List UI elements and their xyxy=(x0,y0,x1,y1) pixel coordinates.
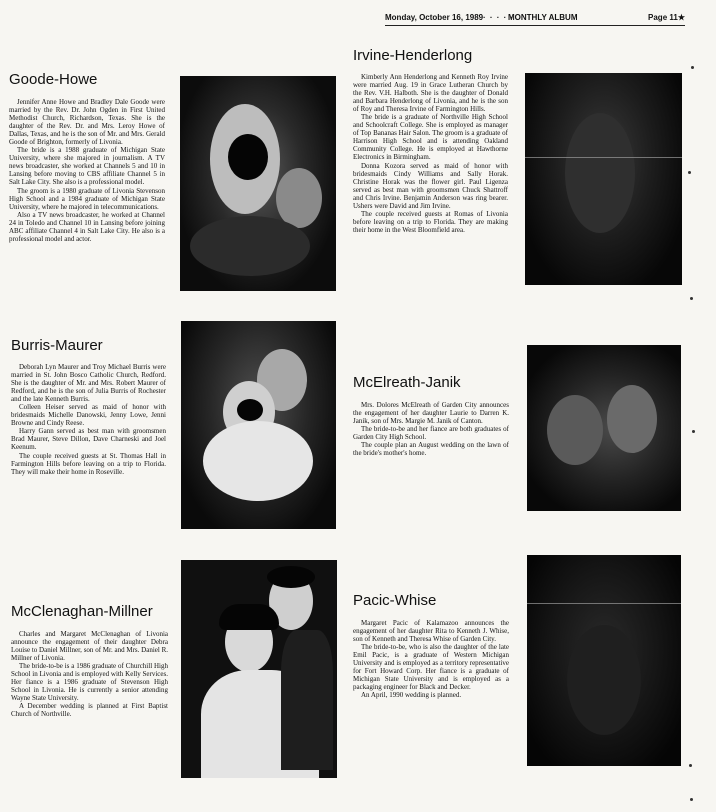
story-body-mcelreath-janik xyxy=(353,401,509,457)
story-body-goode-howe xyxy=(9,98,165,243)
story-paragraph: The couple plan an August wedding on the lawn of the bride's mother's home. xyxy=(353,441,509,458)
story-body-burris-maurer xyxy=(11,363,166,476)
story-paragraph: The bride-to-be is a 1986 graduate of Churchill High School in Livonia and is employed with Kelly Services. Her fiance is a 1986 graduate of Stevenson High School in Livonia. He is currently a senior attending Wayne State University. xyxy=(11,662,168,703)
story-title-irvine-henderlong: Irvine-Henderlong xyxy=(353,47,473,64)
story-title-burris-maurer: Burris-Maurer xyxy=(11,337,103,354)
header-publication: MONTHLY ALBUM xyxy=(508,13,578,22)
story-paragraph: A December wedding is planned at First Baptist Church of Northville. xyxy=(11,702,168,719)
scan-speck xyxy=(690,297,693,300)
story-body-pacic-whise xyxy=(353,619,509,699)
story-paragraph: The couple received guests at St. Thomas Hall in Farmington Hills before leaving on a trip to Florida. They will make their home in Roseville. xyxy=(11,451,166,476)
story-paragraph: Donna Kozora served as maid of honor with bridesmaids Cindy Williams and Sally Horak. Christine Horak was the flower girl. Paul Ligenza served as best man with groomsmen Chuck Shattroff and Chris Irvine. Benjamin Anderson was ring bearer. Ushers were David and Jim Irvine. xyxy=(353,161,508,210)
photo-irvine-henderlong xyxy=(525,73,682,285)
story-paragraph: Charles and Margaret McClenaghan of Livonia announce the engagement of their daughter Debra Louise to Daniel Millner, son of Mr. and Mrs. Daniel R. Millner of Livonia. xyxy=(11,630,168,663)
header-date: Monday, October 16, 1989 xyxy=(385,13,484,22)
story-paragraph: An April, 1990 wedding is planned. xyxy=(361,691,462,700)
header-leader-dots: · · · · · xyxy=(483,13,515,22)
photo-mcelreath-janik xyxy=(527,345,681,511)
story-paragraph: The couple received guests at Romas of Livonia before leaving on a trip to Florida. They are making their home in the West Bloomfield area. xyxy=(353,209,508,234)
story-title-goode-howe: Goode-Howe xyxy=(9,71,98,88)
story-title-pacic-whise: Pacic-Whise xyxy=(353,592,437,609)
scan-speck xyxy=(692,430,695,433)
story-body-mcclenaghan-millner xyxy=(11,630,168,719)
scan-speck xyxy=(688,171,691,174)
photo-mcclenaghan-millner xyxy=(181,560,337,778)
story-paragraph: Margaret Pacic of Kalamazoo announces the engagement of her daughter Rita to Kenneth J. Whise, son of Kenneth and Theresa Whise of Garden City. xyxy=(353,619,509,644)
story-paragraph: Jennifer Anne Howe and Bradley Dale Goode were married by the Rev. Dr. John Ogden in First United Methodist Church, Richardson, Texas. She is the daughter of the Rev. Dr. and Mrs. Leroy Howe of Dallas, Texas, and he is the son of Mr. and Mrs. Gerald Goode of Brighton, formerly of Livonia. xyxy=(9,98,165,147)
photo-goode-howe xyxy=(180,76,336,291)
story-paragraph: Colleen Heiser served as maid of honor with bridesmaids Michelle Danowski, Jenny Lowe, Jenni Browne and Cindy Reese. xyxy=(11,403,166,428)
story-paragraph: Mrs. Dolores McElreath of Garden City announces the engagement of her daughter Laurie to Darren K. Janik, son of Mrs. Margie M. Janik of Canton. xyxy=(353,401,509,426)
page-header xyxy=(385,13,685,26)
scan-speck xyxy=(691,66,694,69)
story-paragraph: The bride is a graduate of Northville High School and Schoolcraft College. She is employed as manager of Top Bananas Hair Salon. The groom is a graduate of Harrison High School and is attending Oakland Community College. He is employed at Hawthorne Electronics in Birmingham. xyxy=(353,113,508,162)
story-title-mcelreath-janik: McElreath-Janik xyxy=(353,374,461,391)
story-paragraph: Kimberly Ann Henderlong and Kenneth Roy Irvine were married Aug. 19 in Grace Lutheran Church by the Rev. V.H. Halboth. She is the daughter of Donald and Barbara Henderlong of Livonia, and he is the son of Roy and Theresa Irvine of Farmington Hills. xyxy=(353,73,508,114)
story-paragraph: The groom is a 1980 graduate of Livonia Stevenson High School and a 1984 graduate of Michigan State University, where he majored in telecommunications. xyxy=(9,186,165,211)
story-paragraph: Also a TV news broadcaster, he worked at Channel 24 in Toledo and Channel 10 in Lansing before joining ABC affiliate Channel 4 in Salt Lake City. He also is a professional model and actor. xyxy=(9,210,165,243)
story-paragraph: The bride is a 1988 graduate of Michigan State University, where she majored in journalism. A TV news broadcaster, she worked at Channels 5 and 10 in Lansing before moving to CBS affiliate Channel 5 in Salt Lake City. She also is a professional model. xyxy=(9,146,165,187)
story-title-mcclenaghan-millner: McClenaghan-Millner xyxy=(11,603,153,620)
story-body-irvine-henderlong xyxy=(353,73,508,234)
story-paragraph: Harry Gann served as best man with groomsmen Brad Maurer, Steve Dillon, Dave Charneski and Joel Keenum. xyxy=(11,427,166,452)
story-paragraph: Deborah Lyn Maurer and Troy Michael Burris were married in St. John Bosco Catholic Church, Redford. She is the daughter of Mr. and Mrs. Robert Maurer of Redford, and he is the son of Julia Burris of Rochester and the late Kenneth Burris. xyxy=(11,363,166,404)
story-paragraph: The bride-to-be, who is also the daughter of the late Emil Pacic, is a graduate of Western Michigan University and is employed as a territory representative for Fort Howard Corp. Her fiance is a graduate of Michigan State University and is employed as a packaging engineer for Black and Decker. xyxy=(353,643,509,692)
story-paragraph: The bride-to-be and her fiance are both graduates of Garden City High School. xyxy=(353,425,509,442)
photo-burris-maurer xyxy=(181,321,336,529)
scan-speck xyxy=(690,798,693,801)
photo-pacic-whise xyxy=(527,555,681,766)
header-page-number: Page 11★ xyxy=(648,13,685,22)
scan-speck xyxy=(689,764,692,767)
